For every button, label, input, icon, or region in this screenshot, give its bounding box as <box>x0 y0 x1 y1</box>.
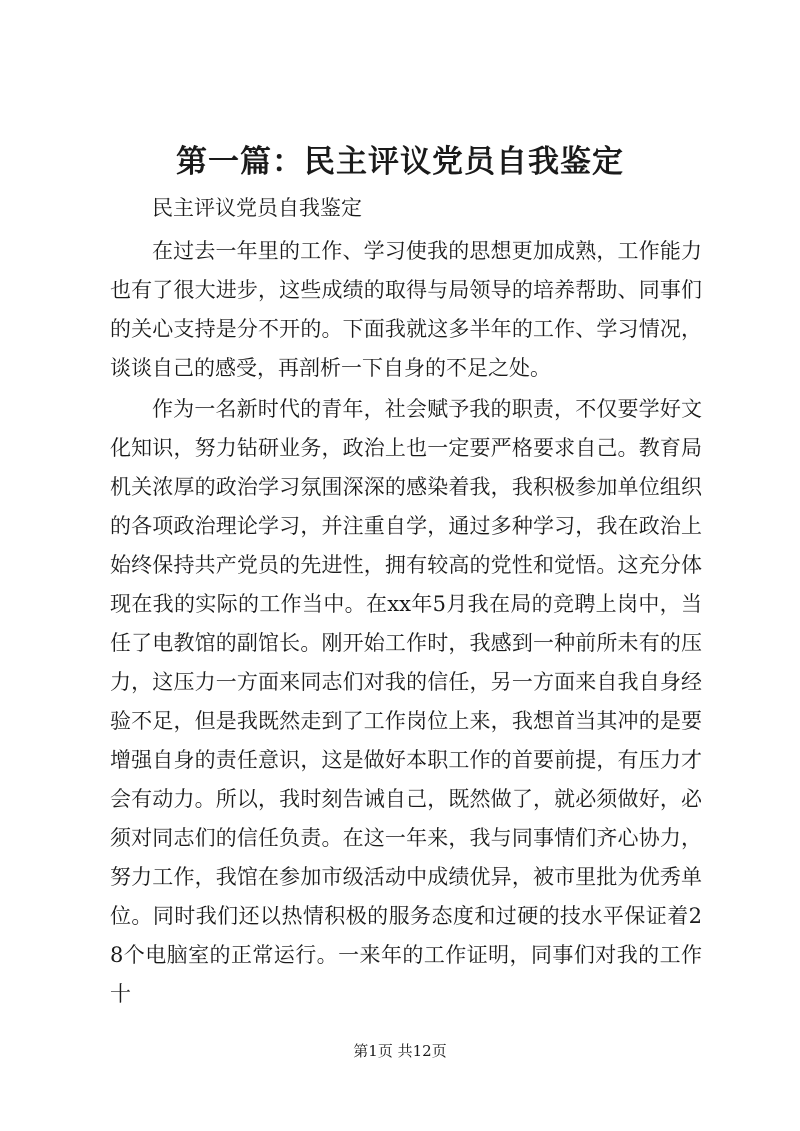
paragraph: 作为一名新时代的青年，社会赋予我的职责，不仅要学好文化知识，努力钻研业务，政治上也一定要严格要求自己。教育局机关浓厚的政治学习氛围深深的感染着我，我积极参加单位组织的各项政治理论学习，并注重自学，通过多种学习，我在政治上始终保持共产党员的先进性，拥有较高的党性和觉悟。这充分体现在我的实际的工作当中。在xx年5月我在局的竞聘上岗中，当任了电教馆的副馆长。刚开始工作时，我感到一种前所未有的压力，这压力一方面来同志们对我的信任，另一方面来自我自身经验不足，但是我既然走到了工作岗位上来，我想首当其冲的是要增强自身的责任意识，这是做好本职工作的首要前提，有压力才会有动力。所以，我时刻告诫自己，既然做了，就必须做好，必须对同志们的信任负责。在这一年来，我与同事情们齐心协力，努力工作，我馆在参加市级活动中成绩优异，被市里批为优秀单位。同时我们还以热情积极的服务态度和过硬的技水平保证着28个电脑室的正常运行。一来年的工作证明，同事们对我的工作十 <box>110 397 702 1006</box>
paragraph: 在过去一年里的工作、学习使我的思想更加成熟，工作能力也有了很大进步，这些成绩的取得与局领导的培养帮助、同事们的关心支持是分不开的。下面我就这多半年的工作、学习情况，谈谈自己的感受，再剖析一下自身的不足之处。 <box>110 239 702 380</box>
document-title: 第一篇：民主评议党员自我鉴定 <box>176 144 624 180</box>
document-subtitle: 民主评议党员自我鉴定 <box>152 196 362 220</box>
page-footer: 第1页 共12页 <box>353 1042 447 1060</box>
